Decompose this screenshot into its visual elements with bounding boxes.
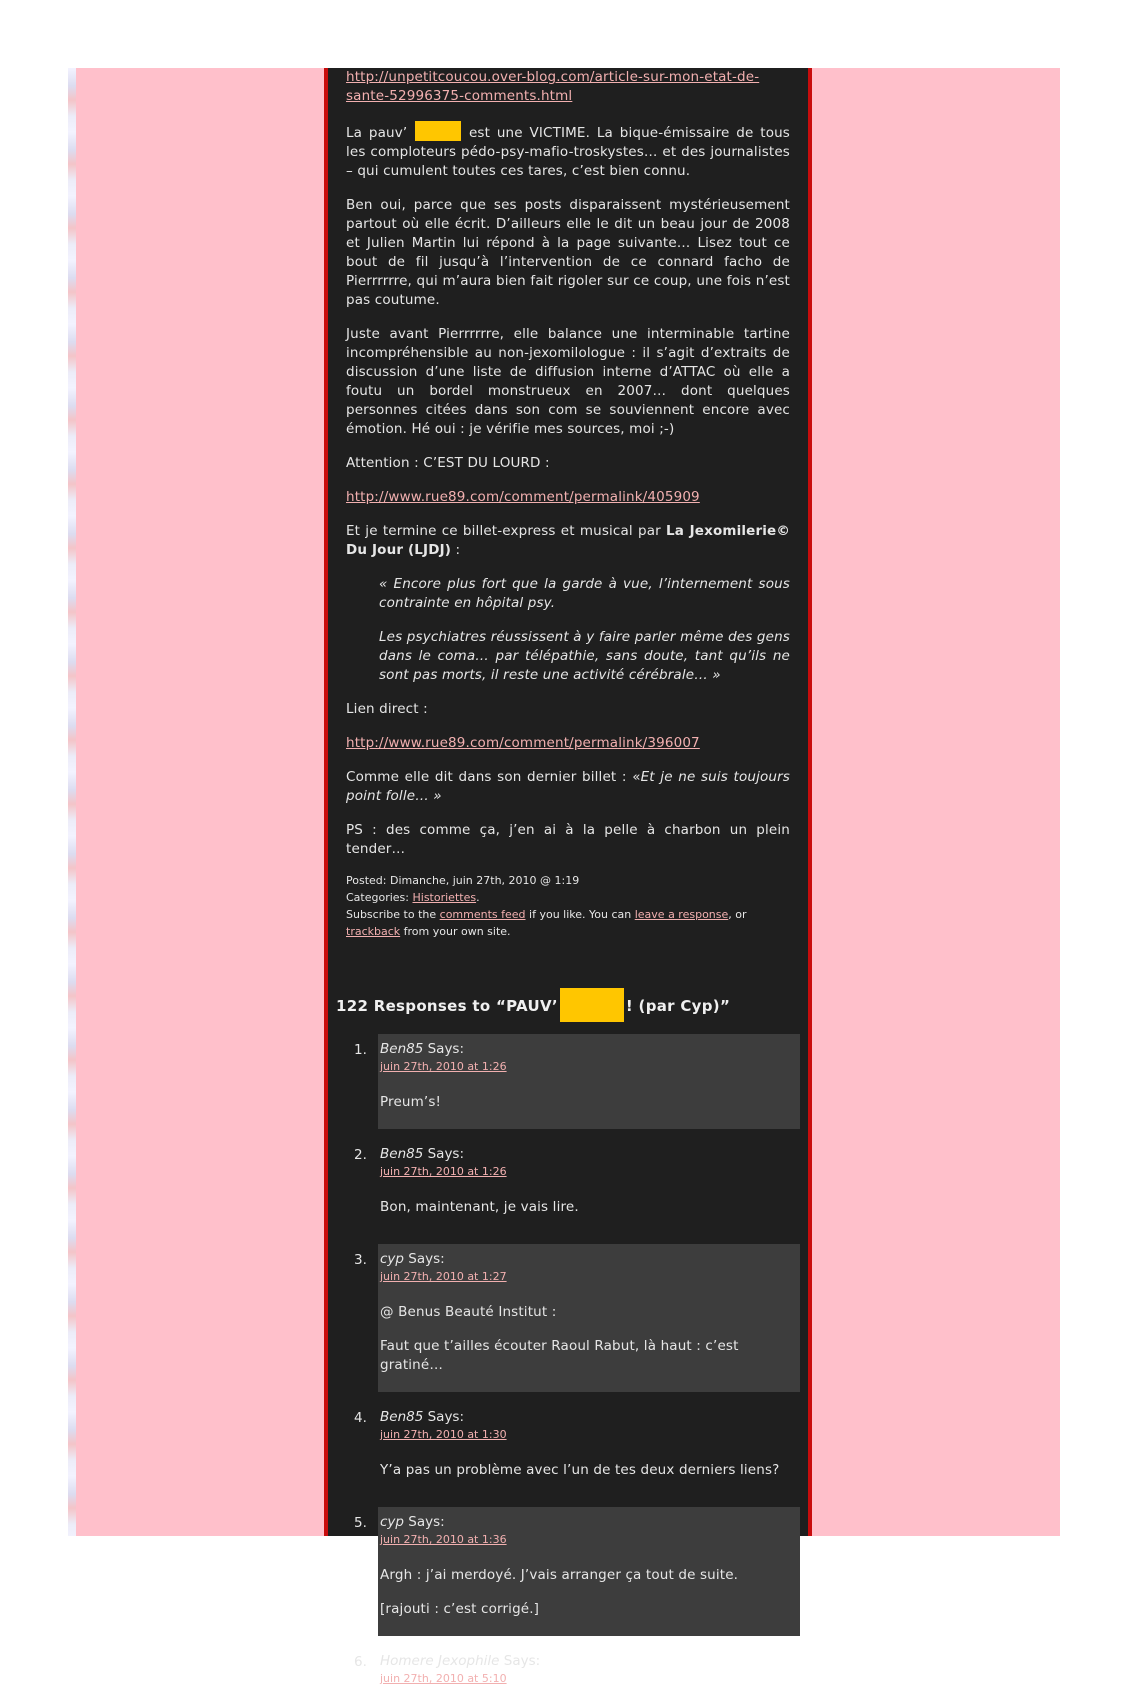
comment-says: Says: — [403, 1514, 445, 1530]
over-blog-link[interactable]: http://unpetitcoucou.over-blog.com/article-sur-mon-etat-de-sante-52996375-comments.html — [346, 69, 760, 104]
posted-date: Posted: Dimanche, juin 27th, 2010 @ 1:19 — [346, 874, 580, 887]
title-redaction-block — [560, 988, 624, 1022]
p7-before: Comme elle dit dans son dernier billet : « — [346, 769, 641, 785]
comment-number: 6. — [354, 1654, 367, 1670]
comment-text: Y’a pas un problème avec l’un de tes deux derniers liens? — [380, 1462, 780, 1478]
comment-date — [380, 1164, 796, 1180]
post-paragraph-2: Ben oui, parce que ses posts disparaissent mystérieusement partout où elle écrit. D’ailleurs elle le dit un beau jour de 2008 et Julien Martin lui répond à la page suivante… Lisez tout ce bout de fil jusqu’à l’intervention de ce connard facho de Pierrrrrre, qui m’aura bien fait rigoler sur ce coup, une fois n’est pas coutume. — [346, 197, 790, 308]
comment-date-link[interactable]: juin 27th, 2010 at 1:26 — [380, 1165, 507, 1178]
comment-text: Bon, maintenant, je vais lire. — [380, 1199, 579, 1215]
categories-end: . — [476, 891, 480, 904]
subscribe-text-a: Subscribe to the — [346, 908, 440, 921]
category-link[interactable]: Historiettes — [412, 891, 477, 904]
comment-says: Says: — [423, 1146, 465, 1162]
trackback-link[interactable]: trackback — [346, 925, 401, 938]
post-paragraph-4: Attention : C’EST DU LOURD : — [346, 455, 550, 471]
comment-date-link[interactable]: juin 27th, 2010 at 1:36 — [380, 1533, 507, 1546]
comment-body — [378, 1646, 800, 1707]
rue89-link-2[interactable]: http://www.rue89.com/comment/permalink/396007 — [346, 735, 700, 751]
subscribe-text-b: if you like. You can — [525, 908, 635, 921]
comment-says: Says: — [423, 1409, 465, 1425]
comment-author: Ben85 — [380, 1146, 424, 1162]
comment-date — [380, 1269, 796, 1285]
decorative-border-strip — [68, 68, 76, 1536]
comment-says: Says: — [403, 1251, 445, 1267]
subscribe-text-d: from your own site. — [400, 925, 511, 938]
blog-post-column — [324, 68, 812, 1685]
comment-number: 4. — [354, 1410, 367, 1426]
comment-text: Faut que t’ailles écouter Raoul Rabut, là haut : c’est gratiné… — [380, 1338, 739, 1373]
comment-item — [346, 1646, 800, 1707]
comment-author-line — [380, 1408, 796, 1427]
comment-author: cyp — [380, 1514, 404, 1530]
comment-item — [346, 1034, 800, 1129]
rue89-link-1-paragraph — [346, 488, 790, 507]
post-paragraph-8: PS : des comme ça, j’en ai à la pelle à charbon un plein tender… — [346, 822, 790, 857]
comment-author-line — [380, 1652, 796, 1671]
p1-before: La pauv’ — [346, 125, 408, 141]
subscribe-text-c: , or — [728, 908, 747, 921]
categories-label: Categories: — [346, 891, 413, 904]
comment-item — [346, 1139, 800, 1234]
post-top-link-paragraph — [346, 68, 790, 106]
p7-italic: Et je ne suis toujours point folle… » — [346, 769, 790, 804]
comment-author: cyp — [380, 1251, 404, 1267]
quote-paragraph-2: Les psychiatres réussissent à y faire parler même des gens dans le coma… par télépathie, sans doute, tant qu’ils ne sont pas morts, il reste une activité cérébrale… » — [379, 629, 790, 683]
comment-body — [378, 1507, 800, 1636]
post-paragraph-3: Juste avant Pierrrrrre, elle balance une interminable tartine incompréhensible au non-jexomilologue : il s’agit d’extraits de discussion d’une liste de diffusion interne d’ATTAC où elle a foutu un bordel monstrueux en 2007… dont quelques personnes citées dans son com se souviennent encore avec émotion. Hé oui : je vérifie mes sources, moi ;-) — [346, 326, 790, 437]
comment-date-link[interactable]: juin 27th, 2010 at 1:27 — [380, 1270, 507, 1283]
comment-date-link[interactable]: juin 27th, 2010 at 1:26 — [380, 1060, 507, 1073]
comment-text: Preum’s! — [380, 1094, 442, 1110]
responses-title-before: 122 Responses to “PAUV’ — [336, 997, 558, 1015]
comment-item — [346, 1402, 800, 1497]
comment-author: Ben85 — [380, 1409, 424, 1425]
comments-feed-link[interactable]: comments feed — [439, 908, 526, 921]
comment-date — [380, 1671, 796, 1687]
comment-body — [378, 1034, 800, 1129]
blockquote — [346, 575, 790, 685]
comment-says: Says: — [499, 1653, 541, 1669]
comment-text: @ Benus Beauté Institut : — [380, 1304, 557, 1320]
responses-heading — [336, 988, 790, 1022]
post-paragraph-1 — [346, 121, 790, 181]
leave-response-link[interactable]: leave a response — [634, 908, 729, 921]
comment-number: 5. — [354, 1515, 367, 1531]
comment-author-line — [380, 1250, 796, 1269]
comment-body — [378, 1402, 800, 1497]
p5-before: Et je termine ce billet-express et musical par — [346, 523, 667, 539]
post-content — [328, 68, 808, 1707]
comment-item — [346, 1507, 800, 1636]
comment-date — [380, 1427, 796, 1443]
categories-line — [346, 889, 790, 906]
rue89-link-1[interactable]: http://www.rue89.com/comment/permalink/405909 — [346, 489, 700, 505]
responses-title-after: ! (par Cyp)” — [625, 997, 731, 1015]
p5-after: : — [451, 542, 461, 558]
comment-item — [346, 1244, 800, 1392]
post-paragraph-5 — [346, 522, 790, 560]
comment-body — [378, 1244, 800, 1392]
comment-body — [378, 1139, 800, 1234]
comment-date-link[interactable]: juin 27th, 2010 at 5:10 — [380, 1672, 507, 1685]
comment-text: Argh : j’ai merdoyé. J’vais arranger ça tout de suite. — [380, 1567, 739, 1583]
rue89-link-2-paragraph — [346, 734, 790, 753]
post-meta — [346, 872, 790, 940]
comment-author-line — [380, 1040, 796, 1059]
comment-date — [380, 1532, 796, 1548]
comment-author: Homere Jexophile — [380, 1653, 500, 1669]
comment-text: [rajouti : c’est corrigé.] — [380, 1601, 540, 1617]
p5-bold: La Jexomilerie© Du Jour (LJDJ) — [346, 523, 790, 558]
comment-date-link[interactable]: juin 27th, 2010 at 1:30 — [380, 1428, 507, 1441]
comment-list — [346, 1034, 790, 1707]
comment-says: Says: — [423, 1041, 465, 1057]
comment-author-line — [380, 1145, 796, 1164]
comment-number: 3. — [354, 1252, 367, 1268]
comment-author: Ben85 — [380, 1041, 424, 1057]
redaction-block — [415, 121, 461, 141]
post-paragraph-7 — [346, 768, 790, 806]
post-paragraph-6: Lien direct : — [346, 701, 428, 717]
comment-date — [380, 1059, 796, 1075]
p1-after: est une VICTIME. La bique-émissaire de tous les comploteurs pédo-psy-mafio-troskystes… et des journalistes – qui cumulent toutes ces tares, c’est bien connu. — [346, 125, 790, 179]
quote-paragraph-1: « Encore plus fort que la garde à vue, l’internement sous contrainte en hôpital psy. — [379, 576, 790, 611]
comment-number: 1. — [354, 1042, 367, 1058]
subscribe-line — [346, 906, 790, 940]
comment-number: 2. — [354, 1147, 367, 1163]
comment-author-line — [380, 1513, 796, 1532]
